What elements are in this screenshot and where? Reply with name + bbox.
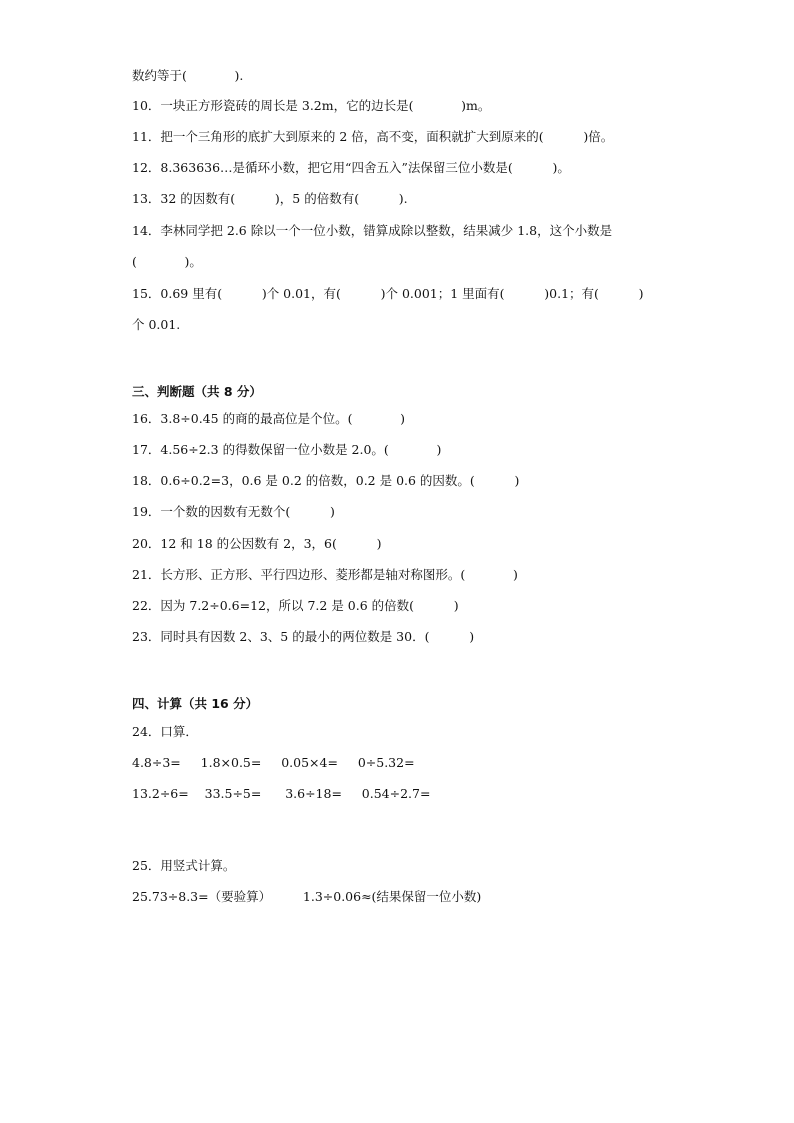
question-13: 13．32 的因数有( )，5 的倍数有( ). bbox=[132, 191, 408, 206]
question-16: 16．3.8÷0.45 的商的最高位是个位。( ) bbox=[132, 411, 405, 426]
question-20: 20．12 和 18 的公因数有 2，3，6( ) bbox=[132, 536, 382, 551]
question-12: 12．8.363636…是循环小数，把它用“四舍五入”法保留三位小数是( )。 bbox=[132, 160, 570, 175]
q24-row-2: 13.2÷6= 33.5÷5= 3.6÷18= 0.54÷2.7= bbox=[132, 786, 431, 801]
question-25: 25．用竖式计算。 bbox=[132, 858, 236, 873]
question-11: 11．把一个三角形的底扩大到原来的 2 倍，高不变，面积就扩大到原来的( )倍。 bbox=[132, 129, 614, 144]
question-17: 17．4.56÷2.3 的得数保留一位小数是 2.0。( ) bbox=[132, 442, 442, 457]
q25-row: 25.73÷8.3=（要验算） 1.3÷0.06≈(结果保留一位小数) bbox=[132, 889, 482, 904]
section-4-title: 四、计算（共 16 分） bbox=[132, 696, 259, 711]
section-3-title: 三、判断题（共 8 分） bbox=[132, 384, 262, 399]
question-24: 24．口算． bbox=[132, 724, 198, 739]
question-14-answer: ( )。 bbox=[132, 254, 202, 269]
question-14: 14．李林同学把 2.6 除以一个一位小数，错算成除以整数，结果减少 1.8，这个小数是 bbox=[132, 223, 613, 238]
question-22: 22．因为 7.2÷0.6=12，所以 7.2 是 0.6 的倍数( ) bbox=[132, 598, 459, 613]
question-21: 21．长方形、正方形、平行四边形、菱形都是轴对称图形。( ) bbox=[132, 567, 518, 582]
question-23: 23．同时具有因数 2、3、5 的最小的两位数是 30．( ) bbox=[132, 629, 475, 644]
question-19: 19．一个数的因数有无数个( ) bbox=[132, 504, 335, 519]
q24-row-1: 4.8÷3= 1.8×0.5= 0.05×4= 0÷5.32= bbox=[132, 755, 415, 770]
question-18: 18．0.6÷0.2=3，0.6 是 0.2 的倍数，0.2 是 0.6 的因数。( ) bbox=[132, 473, 520, 488]
question-15: 15．0.69 里有( )个 0.01，有( )个 0.001；1 里面有( )0.1；有( ) bbox=[132, 286, 644, 301]
question-15-cont: 个 0.01. bbox=[132, 317, 181, 332]
question-10: 10．一块正方形瓷砖的周长是 3.2m，它的边长是( )m。 bbox=[132, 98, 491, 113]
q9-continuation: 数约等于( ). bbox=[132, 68, 244, 83]
